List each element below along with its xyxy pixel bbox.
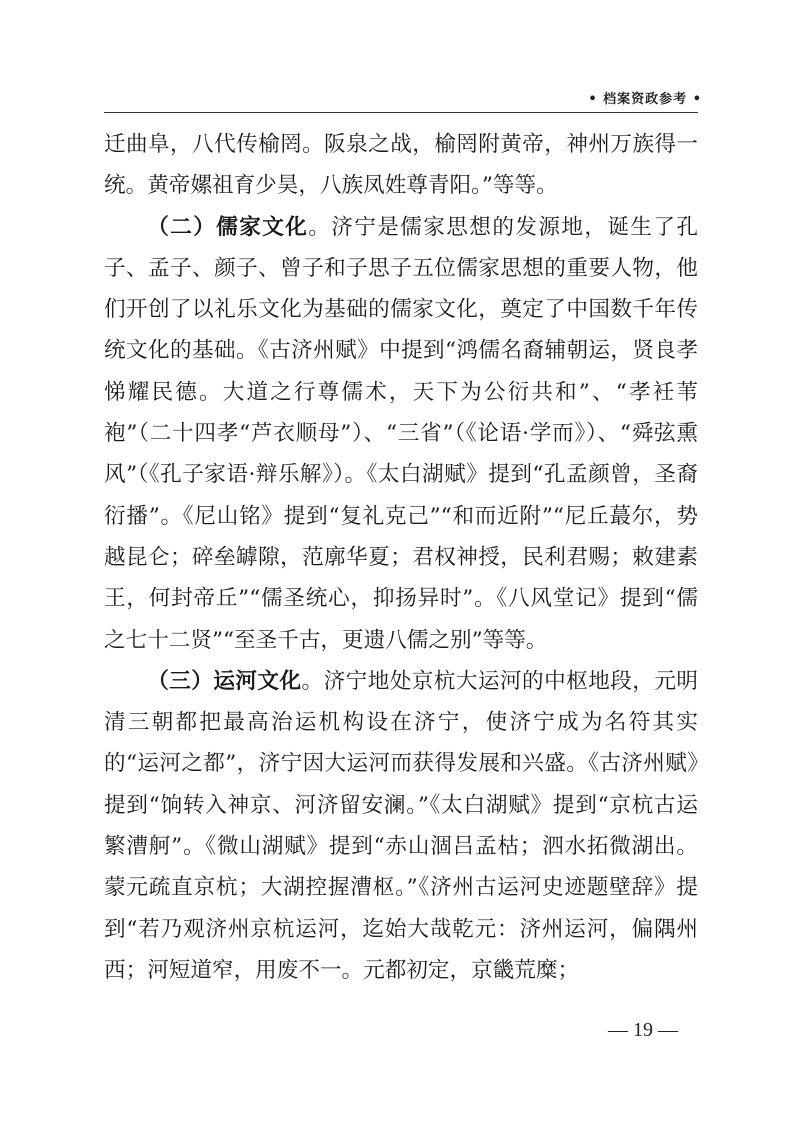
paragraph-text: 。济宁地处京杭大运河的中枢地段，元明清三朝都把最高治运机构设在济宁，使济宁成为名符其实的“运河之都”，济宁因大运河而获得发展和兴盛。《古济州赋》提到“饷转入神京、河济留安澜。”《太白湖赋》提到“京杭古运繁漕舸”。《微山湖赋》提到“赤山涸吕孟枯；泗水拓微湖出。蒙元疏直京杭；大湖控握漕枢。”《济州古运河史迹题壁辞》提到“若乃观济州京杭运河，迄始大哉乾元：济州运河，偏隅州西；河短道窄，用废不一。元都初定，京畿荒糜； xyxy=(104,668,698,983)
paragraph-text: 迁曲阜，八代传榆罔。阪泉之战，榆罔附黄帝，神州万族得一统。黄帝嫘祖育少昊，八族凤姓尊青阳。”等等。 xyxy=(104,132,698,199)
section-heading: （三）运河文化 xyxy=(147,668,302,694)
paragraph-confucian-culture xyxy=(104,207,698,661)
running-head: • 档案资政参考 • xyxy=(588,92,702,107)
body-text xyxy=(104,124,698,991)
paragraph-text: 。济宁是儒家思想的发源地，诞生了孔子、孟子、颜子、曾子和子思子五位儒家思想的重要人物，他们开创了以礼乐文化为基础的儒家文化，奠定了中国数千年传统文化的基础。《古济州赋》中提到“鸿儒名裔辅朝运，贤良孝悌耀民德。大道之行尊儒术，天下为公衍共和”、“孝衽苇袍”（二十四孝“芦衣顺母”）、“三省”（《论语·学而》）、“舜弦熏风”（《孔子家语·辩乐解》）。《太白湖赋》提到“孔孟颜曾，圣裔衍播”。《尼山铭》提到“复礼克己”“和而近附”“尼丘蕞尔，势越昆仑；碎垒罅隙，范廓华夏；君权神授，民利君赐；敕建素王，何封帝丘”“儒圣统心，抑扬异时”。《八风堂记》提到“儒之七十二贤”“至圣千古，更遗八儒之别”等等。 xyxy=(104,214,698,653)
header-rule xyxy=(104,112,698,113)
section-heading: （二）儒家文化 xyxy=(147,214,309,240)
page-number: — 19 — xyxy=(608,1019,678,1041)
paragraph-continuation xyxy=(104,124,698,207)
paragraph-canal-culture xyxy=(104,661,698,991)
